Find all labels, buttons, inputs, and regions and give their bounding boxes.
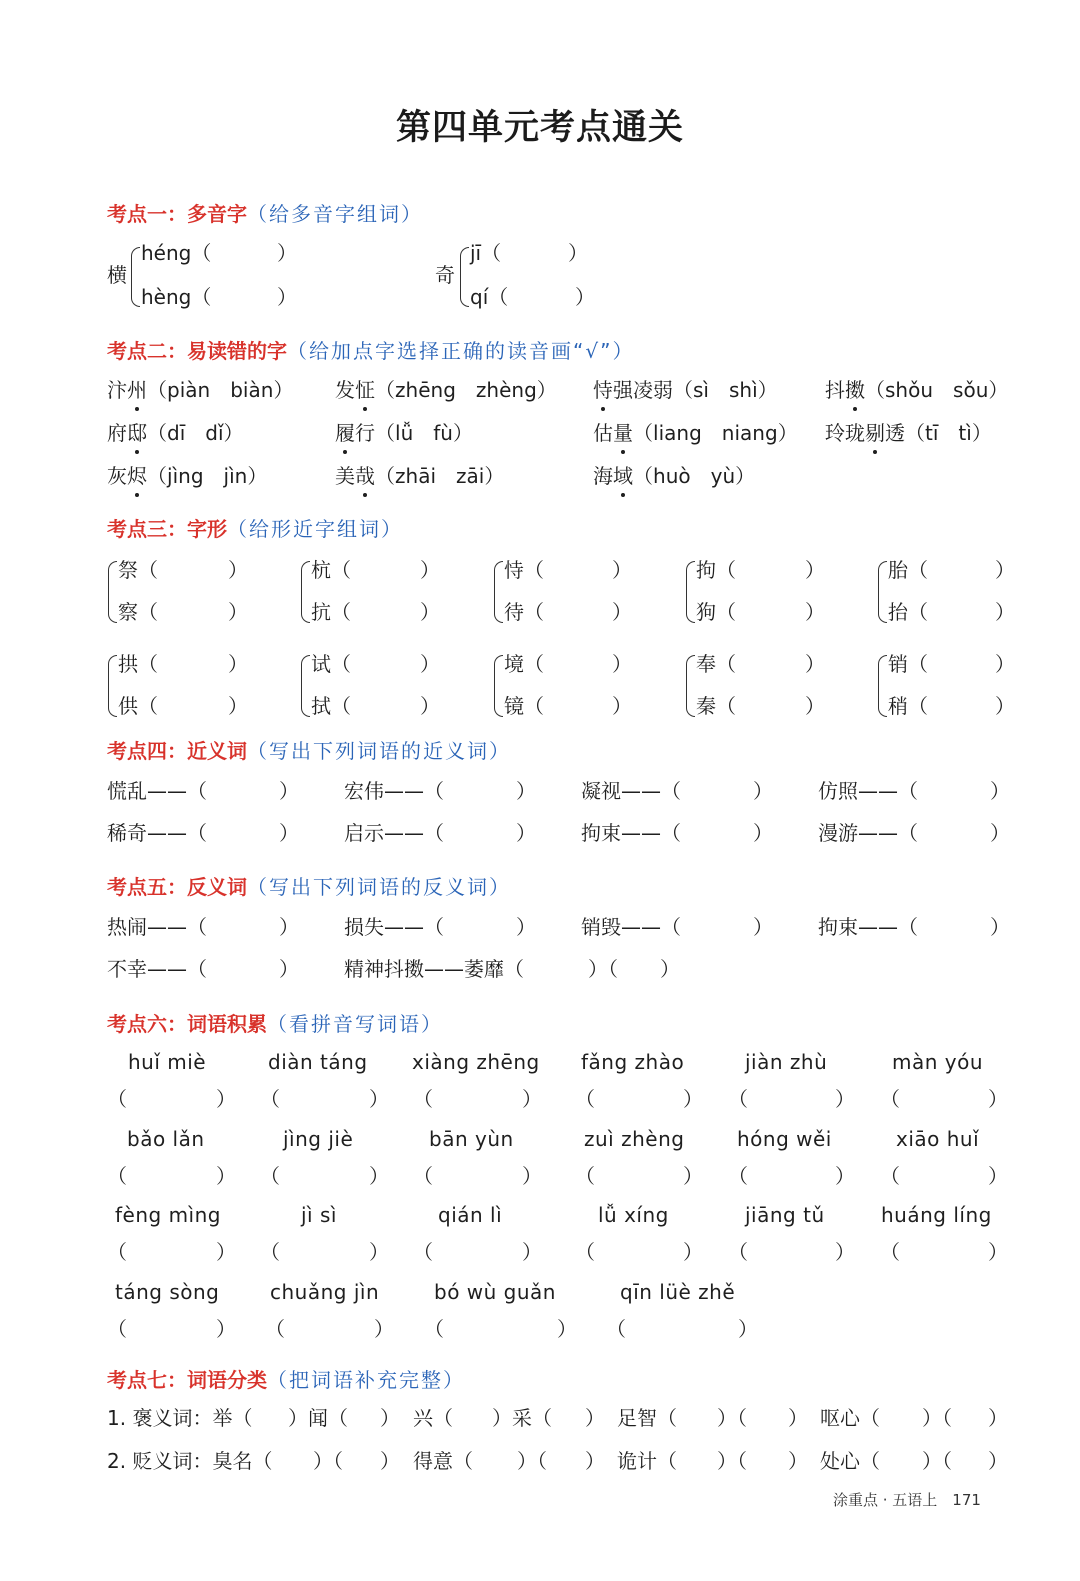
- synonym-item: 启示——（: [344, 821, 444, 845]
- emphasis-char: 恃: [593, 378, 613, 402]
- classify-item: ）（: [517, 1449, 547, 1473]
- synonym-item: 宏伟——（: [344, 779, 444, 803]
- synonym-item: 慌乱——（: [107, 779, 207, 803]
- misread-item: 履行（lǚ fù）: [335, 421, 473, 445]
- close-paren: ）: [522, 1164, 542, 1188]
- pinyin-item: màn yóu: [892, 1050, 984, 1074]
- close-paren: ）: [753, 779, 773, 803]
- close-paren: ）: [568, 241, 588, 265]
- similar-char: 胎（: [888, 558, 928, 582]
- open-paren: （: [260, 1087, 280, 1111]
- classify-item: 处心（: [820, 1449, 880, 1473]
- close-paren: ）: [738, 1317, 758, 1341]
- reading: héng（: [141, 241, 212, 265]
- emphasis-char: 邸: [127, 421, 147, 445]
- misread-item: 府邸（dī dǐ）: [107, 421, 244, 445]
- classify-item: 1. 褒义词：举（: [107, 1406, 253, 1430]
- section-2-heading: 考点二：易读错的字（给加点字选择正确的读音画“√”）: [107, 339, 635, 363]
- close-paren: ）: [279, 779, 299, 803]
- similar-char: 秦（: [696, 694, 736, 718]
- close-paren: ）: [835, 1164, 855, 1188]
- classify-item: 兴（: [413, 1406, 453, 1430]
- open-paren: （: [260, 1164, 280, 1188]
- brace: [131, 247, 140, 307]
- emphasis-char: 剔: [865, 421, 885, 445]
- similar-char: 拱（: [118, 652, 158, 676]
- close-paren: ）: [988, 1164, 1008, 1188]
- close-paren: ）: [805, 694, 825, 718]
- emphasis-char: 域: [613, 464, 633, 488]
- similar-char: 试（: [311, 652, 351, 676]
- misread-item: 汴州（piàn biàn）: [107, 378, 294, 402]
- open-paren: （: [424, 1317, 444, 1341]
- emphasis-char: 烬: [127, 464, 147, 488]
- open-paren: （: [728, 1240, 748, 1264]
- pinyin-item: qián lì: [438, 1203, 503, 1227]
- close-paren: ）: [228, 600, 248, 624]
- classify-item: ）（: [717, 1449, 747, 1473]
- pinyin-item: bǎo lǎn: [127, 1127, 205, 1151]
- open-paren: （: [880, 1240, 900, 1264]
- pinyin-item: fǎng zhào: [581, 1050, 685, 1074]
- classify-item: 足智（: [617, 1406, 677, 1430]
- brace: [878, 655, 887, 717]
- similar-char: 稍（: [888, 694, 928, 718]
- classify-item: ）闻（: [288, 1406, 348, 1430]
- pinyin-item: chuǎng jìn: [270, 1280, 380, 1304]
- close-paren: ）: [516, 821, 536, 845]
- synonym-item: 拘束——（: [581, 821, 681, 845]
- open-paren: （: [575, 1240, 595, 1264]
- misread-item: 估量（liang niang）: [593, 421, 798, 445]
- close-paren: ）: [995, 600, 1015, 624]
- close-paren: ）: [516, 915, 536, 939]
- close-paren: ）: [374, 1317, 394, 1341]
- brace: [460, 247, 469, 307]
- section-6-heading: 考点六：词语积累（看拼音写词语）: [107, 1012, 443, 1036]
- section-3-heading: 考点三：字形（给形近字组词）: [107, 517, 403, 541]
- open-paren: （: [260, 1240, 280, 1264]
- emphasis-char: 怔: [355, 378, 375, 402]
- close-paren: ）: [369, 1164, 389, 1188]
- page-footer: 涂重点 · 五语上 171: [833, 1491, 981, 1509]
- open-paren: （: [413, 1240, 433, 1264]
- pinyin-item: qīn lüè zhě: [620, 1280, 736, 1304]
- antonym-item: 销毁——（: [581, 915, 681, 939]
- reading: jī（: [470, 241, 502, 265]
- classify-item: ）: [788, 1406, 808, 1430]
- close-paren: ）: [683, 1087, 703, 1111]
- classify-item: 得意（: [413, 1449, 473, 1473]
- close-paren: ）: [420, 652, 440, 676]
- similar-char: 祭（: [118, 558, 158, 582]
- close-paren: ）: [277, 285, 297, 309]
- classify-item: 呕心（: [820, 1406, 880, 1430]
- close-paren: ）: [995, 652, 1015, 676]
- misread-item: 玲珑剔透（tī tì）: [825, 421, 992, 445]
- close-paren: ）: [557, 1317, 577, 1341]
- similar-char: 待（: [504, 600, 544, 624]
- close-paren: ）: [279, 915, 299, 939]
- antonym-item: ）（: [588, 957, 618, 981]
- polyphone-char: 奇: [435, 263, 455, 287]
- close-paren: ）: [420, 600, 440, 624]
- pinyin-item: jì sì: [301, 1203, 337, 1227]
- emphasis-char: 量: [613, 421, 633, 445]
- pinyin-item: táng sòng: [115, 1280, 220, 1304]
- classify-item: ）（: [922, 1449, 952, 1473]
- brace: [301, 561, 310, 623]
- emphasis-char: 州: [127, 378, 147, 402]
- brace: [878, 561, 887, 623]
- close-paren: ）: [683, 1164, 703, 1188]
- antonym-item: 拘束——（: [818, 915, 918, 939]
- antonym-item: 精神抖擞——萎靡（: [344, 957, 524, 981]
- pinyin-item: hóng wěi: [737, 1127, 832, 1151]
- close-paren: ）: [228, 652, 248, 676]
- close-paren: ）: [995, 694, 1015, 718]
- close-paren: ）: [228, 558, 248, 582]
- open-paren: （: [413, 1164, 433, 1188]
- close-paren: ）: [835, 1087, 855, 1111]
- similar-char: 察（: [118, 600, 158, 624]
- misread-item: 抖擞（shǒu sǒu）: [825, 378, 1009, 402]
- close-paren: ）: [277, 241, 297, 265]
- close-paren: ）: [805, 558, 825, 582]
- brace: [108, 561, 117, 623]
- close-paren: ）: [990, 779, 1010, 803]
- brace: [686, 655, 695, 717]
- close-paren: ）: [420, 558, 440, 582]
- pinyin-item: bó wù guǎn: [434, 1280, 556, 1304]
- misread-item: 美哉（zhāi zāi）: [335, 464, 505, 488]
- pinyin-item: huáng líng: [881, 1203, 992, 1227]
- classify-item: ）（: [922, 1406, 952, 1430]
- close-paren: ）: [995, 558, 1015, 582]
- synonym-item: 凝视——（: [581, 779, 681, 803]
- reading: qí（: [470, 285, 509, 309]
- open-paren: （: [107, 1317, 127, 1341]
- similar-char: 拘（: [696, 558, 736, 582]
- similar-char: 境（: [504, 652, 544, 676]
- classify-item: ）采（: [492, 1406, 552, 1430]
- classify-item: ）: [788, 1449, 808, 1473]
- close-paren: ）: [522, 1087, 542, 1111]
- close-paren: ）: [216, 1317, 236, 1341]
- pinyin-item: xiàng zhēng: [412, 1050, 540, 1074]
- pinyin-item: huǐ miè: [128, 1050, 207, 1074]
- emphasis-char: 哉: [355, 464, 375, 488]
- emphasis-char: 擞: [845, 378, 865, 402]
- classify-item: ）: [988, 1449, 1008, 1473]
- synonym-item: 仿照——（: [818, 779, 918, 803]
- close-paren: ）: [612, 600, 632, 624]
- open-paren: （: [728, 1164, 748, 1188]
- close-paren: ）: [216, 1164, 236, 1188]
- close-paren: ）: [660, 957, 680, 981]
- open-paren: （: [575, 1164, 595, 1188]
- page-title: 第四单元考点通关: [395, 107, 684, 148]
- close-paren: ）: [216, 1087, 236, 1111]
- misread-item: 海域（huò yù）: [593, 464, 756, 488]
- antonym-item: 不幸——（: [107, 957, 207, 981]
- brace: [686, 561, 695, 623]
- open-paren: （: [880, 1087, 900, 1111]
- classify-item: 2. 贬义词：臭名（: [107, 1449, 273, 1473]
- pinyin-item: jìng jiè: [283, 1127, 354, 1151]
- similar-char: 奉（: [696, 652, 736, 676]
- close-paren: ）: [990, 821, 1010, 845]
- similar-char: 狗（: [696, 600, 736, 624]
- open-paren: （: [107, 1240, 127, 1264]
- classify-item: ）（: [313, 1449, 343, 1473]
- classify-item: ）: [585, 1406, 605, 1430]
- emphasis-char: 履: [335, 421, 355, 445]
- synonym-item: 稀奇——（: [107, 821, 207, 845]
- close-paren: ）: [522, 1240, 542, 1264]
- open-paren: （: [575, 1087, 595, 1111]
- similar-char: 杭（: [311, 558, 351, 582]
- close-paren: ）: [279, 957, 299, 981]
- antonym-item: 损失——（: [344, 915, 444, 939]
- similar-char: 销（: [888, 652, 928, 676]
- brace: [108, 655, 117, 717]
- brace: [494, 561, 503, 623]
- classify-item: ）（: [717, 1406, 747, 1430]
- close-paren: ）: [369, 1087, 389, 1111]
- open-paren: （: [265, 1317, 285, 1341]
- open-paren: （: [107, 1164, 127, 1188]
- close-paren: ）: [228, 694, 248, 718]
- reading: hèng（: [141, 285, 212, 309]
- close-paren: ）: [420, 694, 440, 718]
- close-paren: ）: [575, 285, 595, 309]
- misread-item: 发怔（zhēng zhèng）: [335, 378, 557, 402]
- classify-item: 诡计（: [617, 1449, 677, 1473]
- brace: [301, 655, 310, 717]
- open-paren: （: [880, 1164, 900, 1188]
- pinyin-item: bān yùn: [429, 1127, 514, 1151]
- misread-item: 灰烬（jìng jìn）: [107, 464, 268, 488]
- open-paren: （: [107, 1087, 127, 1111]
- pinyin-item: fèng mìng: [115, 1203, 221, 1227]
- section-1-heading: 考点一：多音字（给多音字组词）: [107, 202, 423, 226]
- similar-char: 镜（: [504, 694, 544, 718]
- close-paren: ）: [216, 1240, 236, 1264]
- pinyin-item: diàn táng: [268, 1050, 368, 1074]
- close-paren: ）: [753, 915, 773, 939]
- brace: [494, 655, 503, 717]
- similar-char: 恃（: [504, 558, 544, 582]
- close-paren: ）: [369, 1240, 389, 1264]
- similar-char: 拭（: [311, 694, 351, 718]
- similar-char: 供（: [118, 694, 158, 718]
- pinyin-item: lǚ xíng: [598, 1203, 669, 1227]
- polyphone-char: 横: [107, 263, 127, 287]
- classify-item: ）: [585, 1449, 605, 1473]
- classify-item: ）: [380, 1406, 400, 1430]
- synonym-item: 漫游——（: [818, 821, 918, 845]
- section-7-heading: 考点七：词语分类（把词语补充完整）: [107, 1368, 465, 1392]
- misread-item: 恃强凌弱（sì shì）: [593, 378, 778, 402]
- close-paren: ）: [990, 915, 1010, 939]
- pinyin-item: xiāo huǐ: [896, 1127, 980, 1151]
- similar-char: 抬（: [888, 600, 928, 624]
- classify-item: ）: [988, 1406, 1008, 1430]
- similar-char: 抗（: [311, 600, 351, 624]
- antonym-item: 热闹——（: [107, 915, 207, 939]
- close-paren: ）: [835, 1240, 855, 1264]
- close-paren: ）: [683, 1240, 703, 1264]
- close-paren: ）: [988, 1240, 1008, 1264]
- close-paren: ）: [612, 694, 632, 718]
- open-paren: （: [606, 1317, 626, 1341]
- close-paren: ）: [612, 558, 632, 582]
- close-paren: ）: [516, 779, 536, 803]
- close-paren: ）: [753, 821, 773, 845]
- section-4-heading: 考点四：近义词（写出下列词语的近义词）: [107, 739, 511, 763]
- pinyin-item: zuì zhèng: [584, 1127, 685, 1151]
- open-paren: （: [728, 1087, 748, 1111]
- close-paren: ）: [988, 1087, 1008, 1111]
- pinyin-item: jiāng tǔ: [745, 1203, 825, 1227]
- close-paren: ）: [279, 821, 299, 845]
- close-paren: ）: [805, 652, 825, 676]
- pinyin-item: jiàn zhù: [745, 1050, 828, 1074]
- classify-item: ）: [380, 1449, 400, 1473]
- open-paren: （: [413, 1087, 433, 1111]
- close-paren: ）: [805, 600, 825, 624]
- close-paren: ）: [612, 652, 632, 676]
- section-5-heading: 考点五：反义词（写出下列词语的反义词）: [107, 875, 511, 899]
